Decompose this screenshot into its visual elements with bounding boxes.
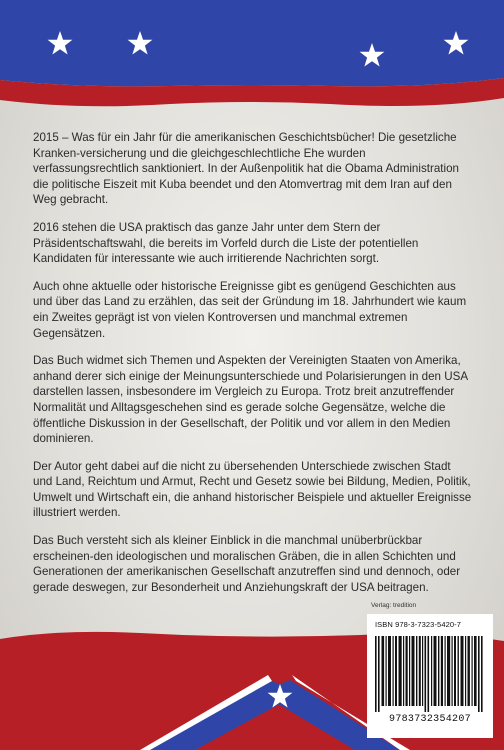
paragraph: Das Buch widmet sich Themen und Aspekten der Vereinigten Staaten von Amerika, anhand derer sich einige der Meinungsunterschiede und Polarisierungen in den USA darstellen lassen, insbesondere im Vergleich zu Europa. Trotz breit anzutreffender Normalität und Alltagsgeschehen sind es gerade solche Gegensätze, welche die öffentliche Diskussion in der Gesellschaft, der Politik und vor allem in den Medien dominieren. xyxy=(33,354,468,446)
isbn-number: ISBN 978-3-7323-5420-7 xyxy=(375,620,462,629)
barcode-icon xyxy=(375,636,485,712)
blue-band xyxy=(0,0,504,86)
imprint-block xyxy=(367,602,493,738)
paragraph: Das Buch versteht sich als kleiner Einblick in die manchmal unüberbrückbar erscheinen-den ideologischen und moralischen Gräben, die in allen Schichten und Generationen der amerikanischen Gesellschaft anzutreffen sind und dennoch, oder gerade deswegen, zur Besonderheit und Anziehungskraft der USA beitragen. xyxy=(33,534,461,594)
barcode-digits: 9783732354207 xyxy=(389,714,471,725)
paragraph: Auch ohne aktuelle oder historische Ereignisse gibt es genügend Geschichten aus und über das Land zu erzählen, das seit der Gründung im 18. Jahrhundert wie kaum ein Zweites geprägt ist von vielen Kontroversen und manchmal extremen Gegensätzen. xyxy=(33,279,467,340)
publisher-label: Verlag: tredition xyxy=(371,602,417,609)
isbn-barcode-box xyxy=(367,614,493,738)
blurb-text xyxy=(33,130,473,607)
paragraph: 2016 stehen die USA praktisch das ganze Jahr unter dem Stern der Präsidentschaftswahl, die bereits im Vorfeld durch die Liste der potentiellen Kandidaten für interessante wie auch irritierende Nachrichten sorgt. xyxy=(33,220,419,266)
paragraph: 2015 – Was für ein Jahr für die amerikanischen Geschichtsbücher! Die gesetzliche Kranken-versicherung und die gleichgeschlechtliche Ehe wurden verfassungsrechtlich sanktioniert. In der Außenpolitik hat die Obama Administration die politische Eiszeit mit Kuba beendet und den Atomvertrag mit dem Iran auf den Weg gebracht. xyxy=(33,131,459,207)
paragraph: Der Autor geht dabei auf die nicht zu übersehenden Unterschiede zwischen Stadt und Land, Reichtum und Armut, Recht und Gesetz sowie bei Bildung, Medien, Politik, Umwelt und Wirtschaft ein, die anhand historischer Beispiele und aktueller Ereignisse illustriert werden. xyxy=(33,459,472,520)
top-flag-banner xyxy=(0,0,504,110)
